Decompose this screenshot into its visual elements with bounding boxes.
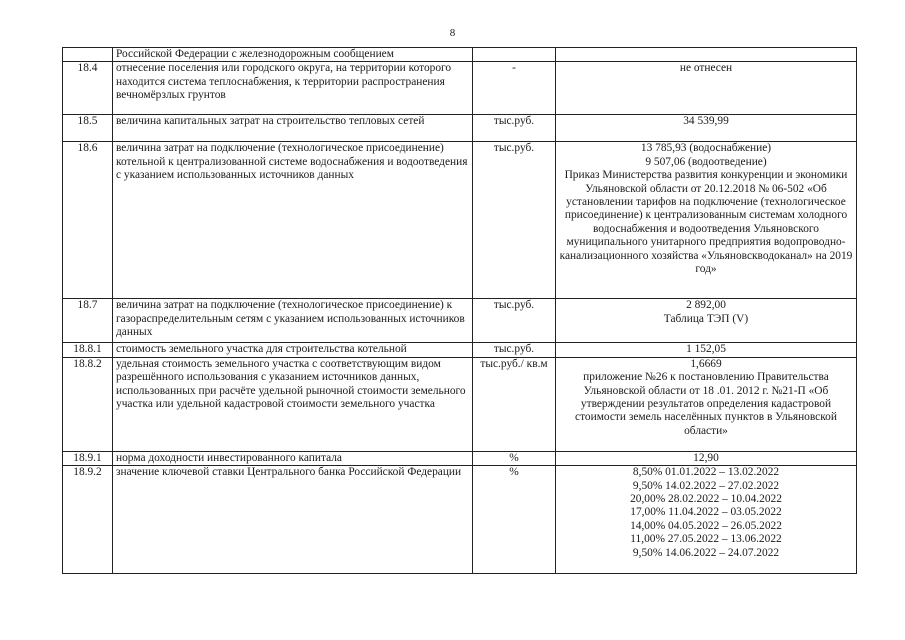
rate-period: 17,00% 11.04.2022 – 03.05.2022 <box>630 506 782 519</box>
row-description: Российской Федерации с железнодорожным сообщением <box>113 48 473 62</box>
row-value <box>556 142 857 299</box>
value-line: 34 539,99 <box>683 115 729 128</box>
row-description: значение ключевой ставки Центрального банка Российской Федерации <box>113 466 473 574</box>
row-unit: % <box>473 451 556 465</box>
table-row <box>63 343 857 357</box>
value-line: 1 152,05 <box>686 343 726 356</box>
row-value <box>556 115 857 142</box>
rate-period: 11,00% 27.05.2022 – 13.06.2022 <box>630 533 782 546</box>
value-line: не отнесен <box>679 62 733 75</box>
row-unit: тыс.руб. <box>473 343 556 357</box>
row-description: величина затрат на подключение (технологическое присоединение) котельной к централизованной системе водоснабжения и водоотведения с указанием использованных источников данных <box>113 142 473 299</box>
row-value <box>556 48 857 62</box>
table-row <box>63 142 857 299</box>
table-row <box>63 466 857 574</box>
table-row <box>63 357 857 451</box>
table-row <box>63 62 857 115</box>
rate-period: 14,00% 04.05.2022 – 26.05.2022 <box>630 519 782 532</box>
row-value <box>556 299 857 343</box>
row-number <box>63 48 113 62</box>
value-line: 1,6669 <box>690 357 722 370</box>
row-number: 18.4 <box>63 62 113 115</box>
value-line: 2 892,00 <box>686 299 726 312</box>
page-number: 8 <box>449 27 456 39</box>
table-row <box>63 48 857 62</box>
table-row <box>63 115 857 142</box>
table-row <box>63 451 857 465</box>
row-number: 18.5 <box>63 115 113 142</box>
row-number: 18.9.1 <box>63 451 113 465</box>
source-reference: Таблица ТЭП (V) <box>663 312 749 325</box>
row-value <box>556 62 857 115</box>
rate-period: 8,50% 01.01.2022 – 13.02.2022 <box>632 466 780 479</box>
table-row <box>63 299 857 343</box>
value-line: 12,90 <box>693 451 719 464</box>
row-description: отнесение поселения или городского округа, на территории которого находится система теплоснабжения, к территории распространения вечномёрзлых грунтов <box>113 62 473 115</box>
value-line: 13 785,93 (водоснабжение) <box>640 142 772 155</box>
row-description: стоимость земельного участка для строительства котельной <box>113 343 473 357</box>
row-number: 18.9.2 <box>63 466 113 574</box>
row-number: 18.7 <box>63 299 113 343</box>
row-description: норма доходности инвестированного капитала <box>113 451 473 465</box>
source-reference: приложение №26 к постановлению Правительства Ульяновской области от 18 .01. 2012 г. №21-П «Об утверждении результатов определения кадастровой стоимости земель населённых пунктов в Ульяновской области» <box>575 371 837 437</box>
row-value <box>556 343 857 357</box>
row-unit: тыс.руб./ кв.м <box>473 357 556 451</box>
rate-period: 9,50% 14.06.2022 – 24.07.2022 <box>632 546 780 559</box>
value-line: 9 507,06 (водоотведение) <box>645 155 767 168</box>
row-description: величина затрат на подключение (технологическое присоединение) к газораспределительным сетям с указанием использованных источников данных <box>113 299 473 343</box>
source-reference: Приказ Министерства развития конкуренции и экономики Ульяновской области от 20.12.2018 № 06-502 «Об установлении тарифов на подключение (технологическое присоединение) к централизованным системам холодного водоснабжения и водоотведения Ульяновского муниципального унитарного предприятия водопроводно-канализационного хозяйства «Ульяновскводоканал» на 2019 год» <box>559 169 853 276</box>
row-unit: тыс.руб. <box>473 299 556 343</box>
row-unit: % <box>473 466 556 574</box>
row-unit: - <box>473 62 556 115</box>
row-number: 18.8.2 <box>63 357 113 451</box>
row-number: 18.8.1 <box>63 343 113 357</box>
rate-period: 20,00% 28.02.2022 – 10.04.2022 <box>630 493 782 506</box>
row-number: 18.6 <box>63 142 113 299</box>
parameters-table <box>62 47 857 574</box>
row-unit: тыс.руб. <box>473 115 556 142</box>
row-value <box>556 466 857 574</box>
row-description: удельная стоимость земельного участка с соответствующим видом разрешённого использования с указанием источников данных, использованных при расчёте удельной рыночной стоимости земельного участка или удельной кадастровой стоимости земельного участка <box>113 357 473 451</box>
row-unit: тыс.руб. <box>473 142 556 299</box>
row-value <box>556 451 857 465</box>
row-description: величина капитальных затрат на строительство тепловых сетей <box>113 115 473 142</box>
row-value <box>556 357 857 451</box>
rate-period: 9,50% 14.02.2022 – 27.02.2022 <box>632 479 780 492</box>
row-unit <box>473 48 556 62</box>
